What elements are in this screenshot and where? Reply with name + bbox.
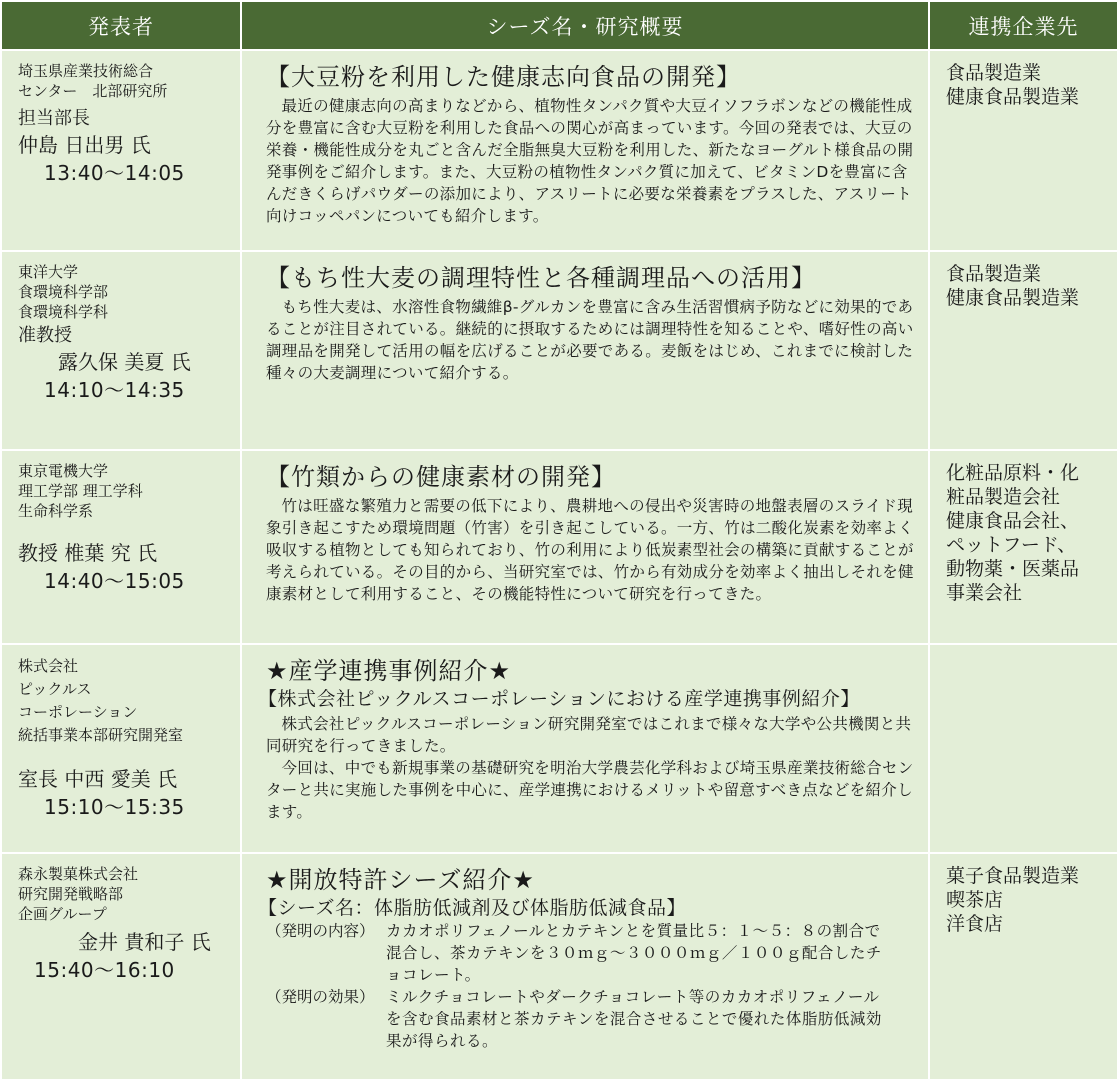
partners-cell <box>929 251 1117 450</box>
table-row <box>1 644 1117 853</box>
presenter-cell <box>1 251 241 450</box>
presenter-time: 15:40～16:10 <box>34 958 175 982</box>
invention-effect-text: ミルクチョコレートやダークチョコレート等のカカオポリフェノールを含む食品素材と茶カテキンを混合させることで優れた体脂肪低減効果が得られる。 <box>386 988 882 1050</box>
partner-industries: 化粧品原料・化 粧品製造会社 健康食品会社、 ペットフード、 動物薬・医薬品 事業会社 <box>946 462 1080 604</box>
seed-summary-continued: 今回は、中でも新規事業の基礎研究を明治大学農芸化学科および埼玉県産業技術総合センターと共に実施した事例を中心に、産学連携におけるメリットや留意すべき点などを紹介します。 <box>266 759 914 821</box>
presenter-time: 14:40～15:05 <box>44 569 185 593</box>
seed-title: ★産学連携事例紹介★ <box>266 657 512 685</box>
presenter-organization: 森永製菓株式会社 研究開発戦略部 企画グループ <box>18 865 139 923</box>
invention-content-label: （発明の内容） <box>266 922 375 940</box>
partners-cell <box>929 450 1117 644</box>
presenter-cell <box>1 450 241 644</box>
header-seeds: シーズ名・研究概要 <box>241 1 929 50</box>
seeds-cell <box>241 50 929 251</box>
header-row <box>1 1 1117 50</box>
presenter-organization: 東洋大学 食環境科学部 食環境科学科 <box>18 263 109 321</box>
seed-summary: もち性大麦は、水溶性食物繊維β-グルカンを豊富に含み生活習慣病予防などに効果的であることが注目されている。継続的に摂取するためには調理特性を知ることや、嗜好性の高い調理品を開発して活用の幅を広げることが必要である。麦飯をはじめ、これまでに検討した種々の大麦調理について紹介する。 <box>266 298 914 382</box>
invention-content <box>266 920 916 986</box>
presenter-organization: 埼玉県産業技術総合 センター 北部研究所 <box>18 62 168 100</box>
partner-industries: 菓子食品製造業 喫茶店 洋食店 <box>946 865 1080 935</box>
presenter-name: 露久保 美夏 氏 <box>18 350 191 374</box>
table-row <box>1 50 1117 251</box>
header-partners: 連携企業先 <box>929 1 1117 50</box>
seed-summary: 竹は旺盛な繁殖力と需要の低下により、農耕地への侵出や災害時の地盤表層のスライド現象引き起こすため環境問題（竹害）を引き起こしている。一方、竹は二酸化炭素を効率よく吸収する植物としても知られており、竹の利用により低炭素型社会の構築に貢献することが考えられている。その目的から、当研究室では、竹から有効成分を効率よく抽出しそれを健康素材として利用すること、その機能特性について研究を行ってきた。 <box>266 497 914 603</box>
presenter-role: 准教授 <box>18 325 72 346</box>
invention-effect-label: （発明の効果） <box>266 988 375 1006</box>
partner-industries: 食品製造業 健康食品製造業 <box>946 62 1080 108</box>
seed-title: ★開放特許シーズ紹介★ <box>266 866 535 894</box>
partners-cell <box>929 50 1117 251</box>
seeds-cell <box>241 853 929 1080</box>
presenter-time: 15:10～15:35 <box>44 795 185 819</box>
table-row <box>1 853 1117 1080</box>
presenter-cell <box>1 853 241 1080</box>
presenter-name: 教授 椎葉 究 氏 <box>18 541 158 565</box>
partners-cell <box>929 644 1117 853</box>
partners-cell <box>929 853 1117 1080</box>
seed-subtitle: 【シーズ名：体脂肪低減剤及び体脂肪低減食品】 <box>258 897 687 919</box>
presenter-cell <box>1 50 241 251</box>
seeds-cell <box>241 450 929 644</box>
seeds-cell <box>241 251 929 450</box>
seed-summary: 株式会社ピックルスコーポレーション研究開発室ではこれまで様々な大学や公共機関と共同研究を行ってきました。 <box>266 715 912 755</box>
table-row <box>1 251 1117 450</box>
presenter-name: 金井 貴和子 氏 <box>18 930 211 954</box>
invention-effect <box>266 986 916 1052</box>
seed-title: 【大豆粉を利用した健康志向食品の開発】 <box>266 63 741 91</box>
presenter-time: 14:10～14:35 <box>44 378 185 402</box>
presenter-name: 仲島 日出男 氏 <box>18 133 151 157</box>
presenter-organization: 東京電機大学 理工学部 理工学科 生命科学系 <box>18 462 143 520</box>
seed-title: 【もち性大麦の調理特性と各種調理品への活用】 <box>266 264 816 292</box>
seed-subtitle: 【株式会社ピックルスコーポレーションにおける産学連携事例紹介】 <box>258 688 860 710</box>
presenter-cell <box>1 644 241 853</box>
seeds-cell <box>241 644 929 853</box>
header-presenter: 発表者 <box>1 1 241 50</box>
presenter-organization: 株式会社 ピックルス コーポレーション 統括事業本部研究開発室 <box>18 657 184 744</box>
seed-summary: 最近の健康志向の高まりなどから、植物性タンパク質や大豆イソフラボンなどの機能性成分を豊富に含む大豆粉を利用した食品への関心が高まっています。今回の発表では、大豆の栄養・機能性成分を丸ごと含んだ全脂無臭大豆粉を利用した、新たなヨーグルト様食品の開発事例をご紹介します。また、大豆粉の植物性タンパク質に加えて、ビタミンDを豊富に含んだきくらげパウダーの添加により、アスリートに必要な栄養素をプラスした、アスリート向けコッペパンについても紹介します。 <box>266 97 914 225</box>
partner-industries <box>930 645 1117 655</box>
partner-industries: 食品製造業 健康食品製造業 <box>946 263 1080 309</box>
seed-title: 【竹類からの健康素材の開発】 <box>266 463 616 491</box>
presenter-name: 室長 中西 愛美 氏 <box>18 767 178 791</box>
presenter-role: 担当部長 <box>18 108 90 129</box>
presenter-time: 13:40～14:05 <box>44 161 185 185</box>
invention-content-text: カカオポリフェノールとカテキンとを質量比５：１～５：８の割合で混合し、茶カテキンを３０ｍｇ～３０００ｍｇ／１００ｇ配合したチョコレート。 <box>386 922 882 984</box>
table-row <box>1 450 1117 644</box>
